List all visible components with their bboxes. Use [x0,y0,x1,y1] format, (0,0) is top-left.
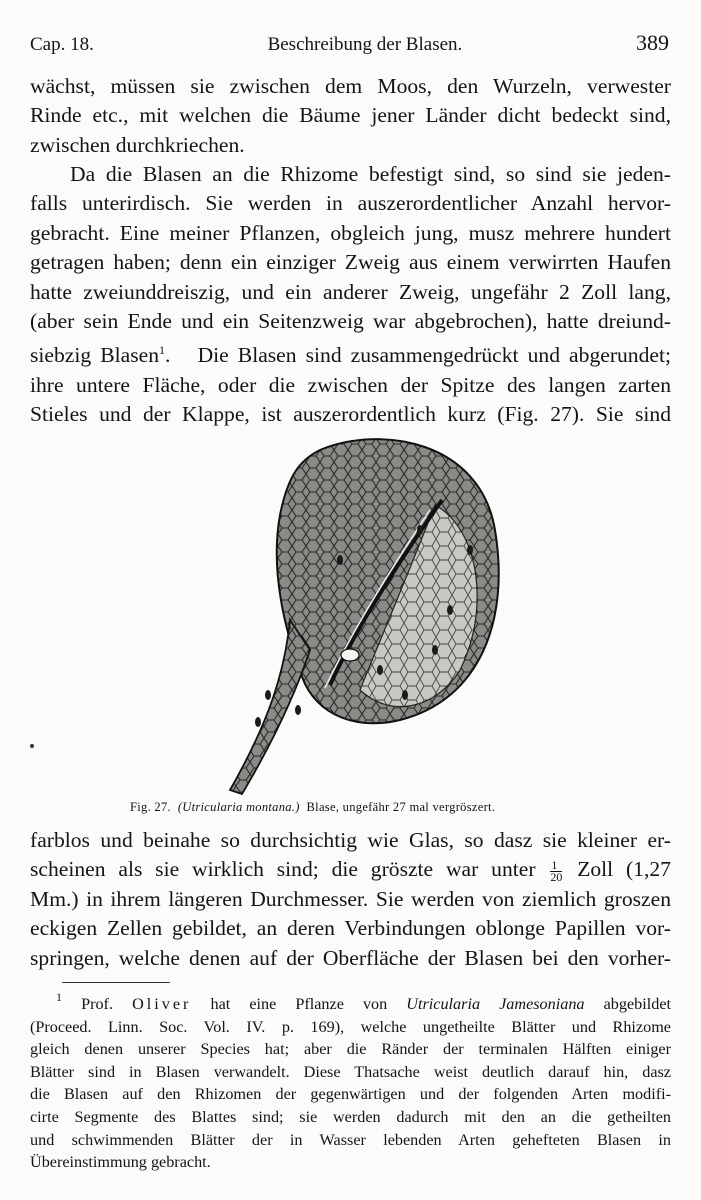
text-fragment: Zoll (1,27 [577,857,671,882]
footnote-line: Übereinstimmung gebracht. [30,1153,211,1172]
text-line: ihre untere Fläche, oder die zwischen der Spitze des langen zarten [30,372,671,397]
figure-caption [130,800,495,815]
text-line: (aber sein Ende und ein Seitenzweig war abgebrochen), hatte dreiund- [30,309,671,334]
footnote-reference: 1 [159,343,165,358]
text-fragment: Die Blasen sind zusammengedrückt und abgerundet; [197,343,671,368]
text-line: Da die Blasen an die Rhizome befestigt sind, so sind sie jeden- [70,162,671,186]
fraction-denominator: 20 [550,869,563,884]
fraction [550,857,563,884]
bladder-engraving [180,420,520,800]
footnote-line: gleich denen unserer Species hat; aber die Ränder der terminalen Hälften einiger [30,1040,671,1059]
text-fragment: scheinen als sie wirklich sind; die gröszte war unter [30,857,536,882]
paragraph-bladders [30,160,671,430]
text-line: farblos und beinahe so durchsichtig wie Glas, so dasz sie kleiner er- [30,828,671,852]
footnote-rule [62,982,170,983]
footnote [30,986,671,1174]
text-line [30,855,671,884]
author-name: Oliver [132,995,192,1013]
figure-description: Blase, ungefähr 27 mal vergröszert. [306,800,496,814]
running-title: Beschreibung der Blasen. [267,34,463,55]
text-line: Stieles und der Klappe, ist auszerordentlich kurz (Fig. 27). Sie sind [30,402,671,427]
bladder-opening [341,649,359,661]
text-line: getragen haben; denn ein einziger Zweig aus einem verwirrten Haufen [30,250,671,275]
text-line: siebzig Blasen$^1$. Die Blasen sind zusammengedrückt und abgerundet; [30,343,671,368]
figure-27-illustration [180,420,520,800]
page-header [30,30,669,60]
text-line: hatte zweiunddreiszig, und ein anderer Zweig, ungefähr 2 Zoll lang, [30,279,671,304]
footnote-line: Blätter sind in Blasen verwandelt. Diese Thatsache weist deutlich darauf hin, dasz [30,1062,671,1081]
text-fragment: hat eine Pflanze von [210,995,388,1013]
footnote-line: die Blasen auf den Rhizomen der gegenwärtigen und der folgenden Arten modifi- [30,1085,671,1104]
paragraph-continuation [30,72,671,160]
footnote-line: cirte Segmente des Blattes sind; sie werden dadurch mit den an die getheilten [30,1107,671,1126]
footnote-line: (Proceed. Linn. Soc. Vol. IV. p. 169), welche ungetheilte Blätter und Rhizome [30,1017,671,1036]
footnote-line: und schwimmenden Blätter der in Wasser lebenden Arten gehefteten Blasen in [30,1130,671,1149]
text-line: zwischen durchkriechen. [30,132,245,157]
fraction-numerator: 1 [550,860,562,872]
text-line: falls unterirdisch. Sie werden in auszerordentlicher Anzahl hervor- [30,191,671,216]
footnote-line [30,986,671,1016]
text-line: eckigen Zellen gebildet, an deren Verbindungen oblonge Papillen vor- [30,916,671,941]
page-number: 389 [636,30,669,55]
species-name: Utricularia Jamesoniana [406,995,585,1013]
text-fragment: siebzig Blasen [30,343,159,368]
figure-species: (Utricularia montana.) [177,800,300,814]
print-speck [30,744,34,748]
text-fragment: Prof. [81,995,113,1013]
text-fragment: abgebildet [603,995,672,1013]
paragraph-description [30,826,671,973]
footnote-marker: 1 [56,990,62,1004]
text-line: wächst, müssen sie zwischen dem Moos, den Wurzeln, verwester [30,74,671,98]
text-line: springen, welche denen auf der Oberfläche der Blasen bei den vorher- [30,945,671,970]
text-line: gebracht. Eine meiner Pflanzen, obgleich jung, musz mehrere hundert [30,220,671,245]
text-line: Rinde etc., mit welchen die Bäume jener Länder dicht bedeckt sind, [30,103,671,128]
chapter-label: Cap. 18. [30,34,94,55]
figure-label: Fig. 27. [130,800,171,814]
text-line: Mm.) in ihrem längeren Durchmesser. Sie werden von ziemlich groszen [30,886,671,911]
